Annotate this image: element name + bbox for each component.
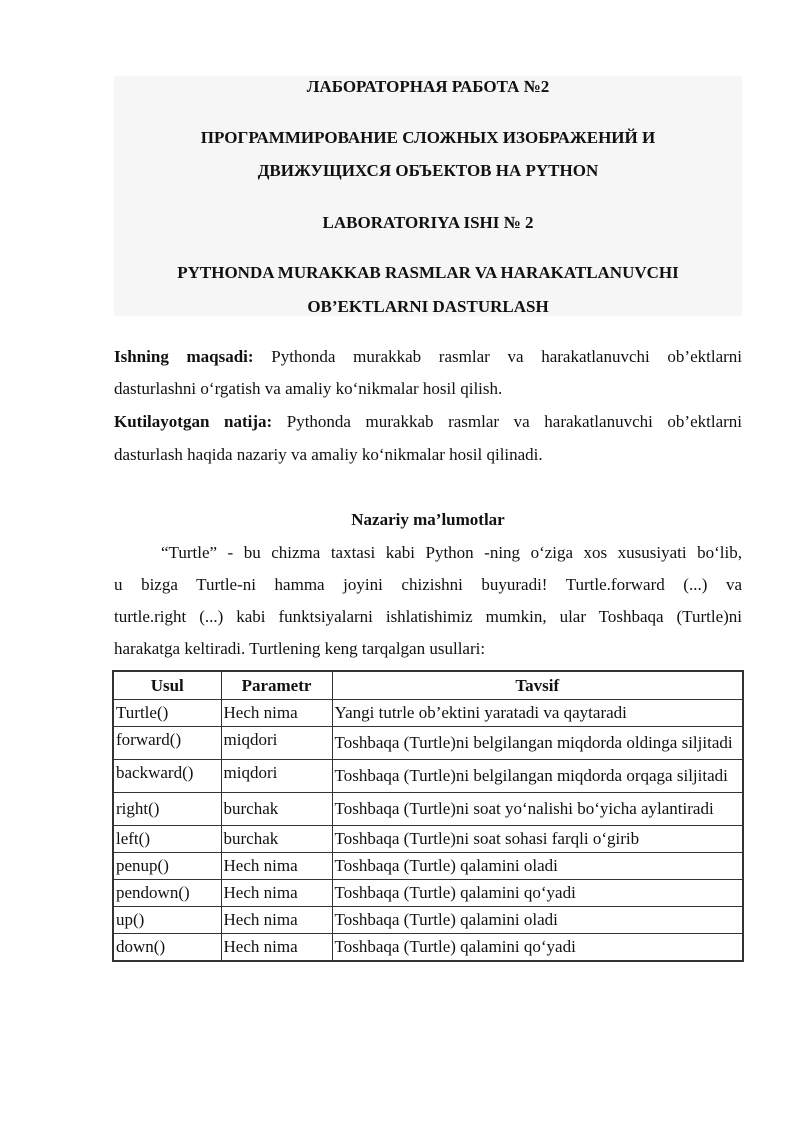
parameter-cell: miqdori <box>221 727 332 760</box>
method-cell: pendown() <box>113 880 221 907</box>
header-description: Tavsif <box>332 671 743 700</box>
parameter-cell: Hech nima <box>221 934 332 962</box>
parameter-cell: Hech nima <box>221 700 332 727</box>
table-row <box>113 793 743 826</box>
description-cell: Toshbaqa (Turtle) qalamini oladi <box>332 907 743 934</box>
goal-line2: dasturlashni o‘rgatish va amaliy ko‘nikmalar hosil qilish. <box>114 379 503 398</box>
table-row <box>113 826 743 853</box>
theory-line4: harakatga keltiradi. Turtlening keng tarqalgan usullari: <box>114 639 486 658</box>
parameter-cell: Hech nima <box>221 907 332 934</box>
topic-uz-line2: OB’EKTLARNI DASTURLASH <box>307 297 549 316</box>
description-cell: Toshbaqa (Turtle)ni belgilangan miqdorda oldinga siljitadi <box>332 727 743 760</box>
parameter-cell: Hech nima <box>221 853 332 880</box>
topic-uz-line1: PYTHONDA MURAKKAB RASMLAR VA HARAKATLANUVCHI <box>177 263 679 282</box>
parameter-cell: burchak <box>221 826 332 853</box>
table-row <box>113 934 743 962</box>
table-row <box>113 760 743 793</box>
result-line2: dasturlash haqida nazariy va amaliy ko‘nikmalar hosil qilinadi. <box>114 445 543 464</box>
description-cell: Toshbaqa (Turtle)ni soat sohasi farqli o‘girib <box>332 826 743 853</box>
header-method: Usul <box>113 671 221 700</box>
description-cell: Yangi tutrle ob’ektini yaratadi va qaytaradi <box>332 700 743 727</box>
description-cell: Toshbaqa (Turtle)ni belgilangan miqdorda orqaga siljitadi <box>332 760 743 793</box>
method-cell: left() <box>113 826 221 853</box>
description-cell: Toshbaqa (Turtle) qalamini qo‘yadi <box>332 880 743 907</box>
table-header-row <box>113 671 743 700</box>
section-heading: Nazariy ma’lumotlar <box>351 510 505 529</box>
parameter-cell: Hech nima <box>221 880 332 907</box>
method-cell: down() <box>113 934 221 962</box>
topic-ru-line2: ДВИЖУЩИХСЯ ОБЪЕКТОВ НА PYTHON <box>257 161 599 180</box>
theory-line3: turtle.right (...) kabi funktsiyalarni ishlatishimiz mumkin, ular Toshbaqa (Turtle)ni <box>114 607 742 626</box>
description-cell: Toshbaqa (Turtle) qalamini oladi <box>332 853 743 880</box>
theory-line2: u bizga Turtle-ni hamma joyini chizishni buyuradi! Turtle.forward (...) va <box>114 575 742 594</box>
header-parameter: Parametr <box>221 671 332 700</box>
table-row <box>113 907 743 934</box>
table-row <box>113 727 743 760</box>
table-row <box>113 853 743 880</box>
theory-line1: “Turtle” - bu chizma taxtasi kabi Python -ning o‘ziga xos xususiyati bo‘lib, <box>161 543 742 562</box>
topic-ru-line1: ПРОГРАММИРОВАНИЕ СЛОЖНЫХ ИЗОБРАЖЕНИЙ И <box>200 128 656 147</box>
goal-text1: Pythonda murakkab rasmlar va harakatlanuvchi ob’ektlarni <box>253 347 743 366</box>
goal-line1 <box>114 346 742 368</box>
parameter-cell: burchak <box>221 793 332 826</box>
table-row <box>113 700 743 727</box>
table-row <box>113 880 743 907</box>
method-cell: right() <box>113 793 221 826</box>
lab-title-uz: LABORATORIYA ISHI № 2 <box>322 213 534 232</box>
method-cell: penup() <box>113 853 221 880</box>
result-label: Kutilayotgan natija: <box>114 412 273 431</box>
lab-title-ru: ЛАБОРАТОРНАЯ РАБОТА №2 <box>306 77 550 96</box>
result-text1: Pythonda murakkab rasmlar va harakatlanuvchi ob’ektlarni <box>272 412 743 431</box>
method-cell: up() <box>113 907 221 934</box>
method-cell: backward() <box>113 760 221 793</box>
description-cell: Toshbaqa (Turtle)ni soat yo‘nalishi bo‘yicha aylantiradi <box>332 793 743 826</box>
goal-label: Ishning maqsadi: <box>114 347 254 366</box>
method-cell: Turtle() <box>113 700 221 727</box>
result-line1 <box>114 411 742 433</box>
description-cell: Toshbaqa (Turtle) qalamini qo‘yadi <box>332 934 743 962</box>
method-cell: forward() <box>113 727 221 760</box>
parameter-cell: miqdori <box>221 760 332 793</box>
turtle-methods-table <box>112 670 744 962</box>
